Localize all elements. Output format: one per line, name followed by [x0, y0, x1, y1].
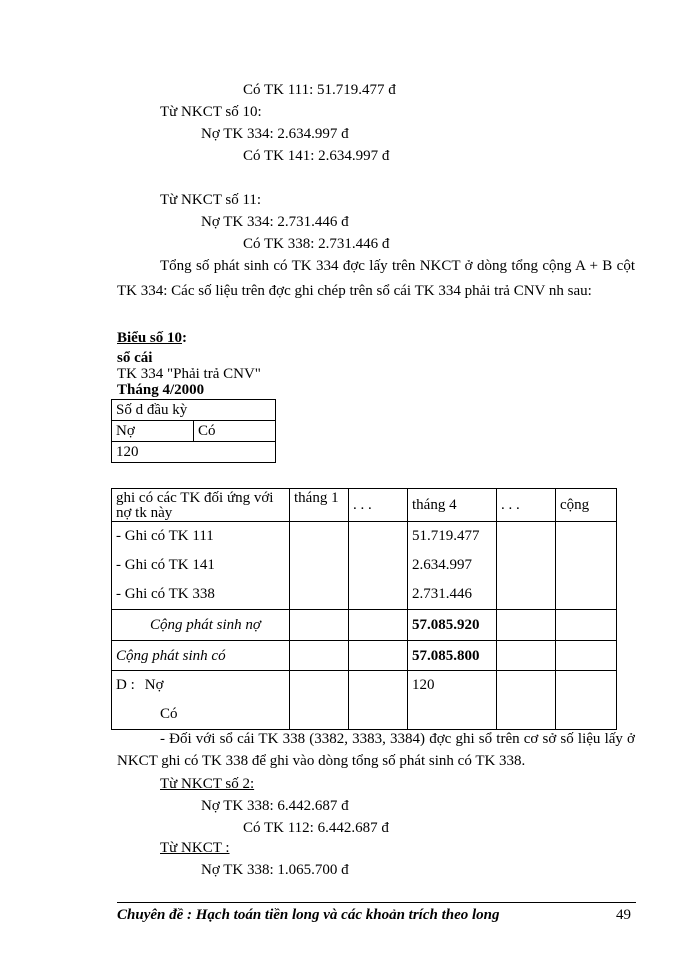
so-cai-heading: sổ cái — [117, 350, 153, 366]
ledger-cell-empty — [497, 641, 556, 671]
ledger-d-cell — [112, 671, 290, 730]
line-co-tk-338: Có TK 338: 2.731.446 đ — [243, 236, 390, 252]
cong-phat-sinh-co-label: Cộng phát sinh có — [112, 641, 290, 671]
balance-no: Nợ — [112, 421, 194, 442]
footer-divider — [117, 902, 636, 903]
cong-phat-sinh-co-value: 57.085.800 — [408, 641, 497, 671]
balance-co: Có — [194, 421, 276, 442]
ledger-item-value: 51.719.477 — [412, 528, 480, 544]
ledger-items-values — [408, 522, 497, 610]
footer-title: Chuyên đề : Hạch toán tiền long và các khoản trích theo long — [117, 907, 500, 923]
balance-value: 120 — [112, 442, 276, 463]
line-no-tk-334-a: Nợ TK 334: 2.634.997 đ — [201, 126, 349, 142]
balance-header: Số d đầu kỳ — [112, 400, 276, 421]
ledger-header-col5: . . . — [497, 489, 556, 522]
ledger-cell-empty — [290, 610, 349, 641]
ledger-item-value: 2.731.446 — [412, 586, 472, 602]
line-tu-nkct-10: Từ NKCT số 10: — [160, 104, 262, 120]
ledger-header-col2: tháng 1 — [290, 489, 349, 522]
line-co-tk-111: Có TK 111: 51.719.477 đ — [243, 82, 396, 98]
ledger-cell-empty — [290, 641, 349, 671]
ledger-cell-empty — [556, 610, 617, 641]
ledger-item-label: - Ghi có TK 338 — [116, 586, 215, 602]
line-no-tk-338-b: Nợ TK 338: 1.065.700 đ — [201, 862, 349, 878]
thang-heading: Tháng 4/2000 — [117, 382, 205, 398]
ledger-header-col6: cộng — [556, 489, 617, 522]
ledger-cell-empty — [349, 671, 408, 730]
ledger-item-label: - Ghi có TK 111 — [116, 528, 214, 544]
ledger-header-col3: . . . — [349, 489, 408, 522]
line-tu-nkct-11: Từ NKCT số 11: — [160, 192, 262, 208]
ledger-cell-empty — [497, 610, 556, 641]
ledger-item-label: - Ghi có TK 141 — [116, 557, 215, 573]
ledger-cell-empty — [290, 671, 349, 730]
ledger-cell-empty — [349, 610, 408, 641]
balance-table — [111, 399, 276, 463]
ledger-cell-empty — [556, 671, 617, 730]
ledger-cell-empty — [497, 522, 556, 610]
ledger-header-col4: tháng 4 — [408, 489, 497, 522]
ledger-cell-empty — [349, 641, 408, 671]
d-value: 120 — [408, 671, 497, 730]
d-no: Nợ — [144, 677, 164, 693]
d-label: D : — [116, 677, 135, 693]
bieu-so-label: Biểu số 10: — [117, 330, 188, 346]
ledger-items-labels — [112, 522, 290, 610]
paragraph-so-cai-338: - Đối với sổ cái TK 338 (3382, 3383, 3384) đợc ghi sổ trên cơ sở số liệu lấy ở NKCT ghi có TK 338 để ghi vào dòng tổng số phát sinh có TK 338. — [117, 731, 635, 769]
page-number: 49 — [616, 907, 631, 923]
ledger-cell-empty — [290, 522, 349, 610]
ledger-header-col1: ghi có các TK đối ứng với nợ tk này — [112, 489, 290, 522]
paragraph-tong-so: Tổng số phát sinh có TK 334 đợc lấy trên NKCT ở dòng tổng cộng A + B cột TK 334: Các số liệu trên đợc ghi chép trên sổ cái TK 334 phải trả CNV nh sau: — [117, 258, 635, 299]
line-tu-nkct-2: Từ NKCT số 2: — [160, 776, 255, 792]
cong-phat-sinh-no-label: Cộng phát sinh nợ — [112, 610, 290, 641]
line-co-tk-112: Có TK 112: 6.442.687 đ — [243, 820, 389, 836]
cong-phat-sinh-no-value: 57.085.920 — [408, 610, 497, 641]
tk-334-heading: TK 334 "Phải trả CNV" — [117, 366, 261, 382]
ledger-cell-empty — [556, 522, 617, 610]
ledger-table — [111, 488, 617, 730]
line-no-tk-334-b: Nợ TK 334: 2.731.446 đ — [201, 214, 349, 230]
line-no-tk-338-a: Nợ TK 338: 6.442.687 đ — [201, 798, 349, 814]
line-tu-nkct: Từ NKCT : — [160, 840, 230, 856]
ledger-cell-empty — [497, 671, 556, 730]
line-co-tk-141: Có TK 141: 2.634.997 đ — [243, 148, 390, 164]
d-co: Có — [160, 706, 178, 722]
ledger-cell-empty — [349, 522, 408, 610]
ledger-item-value: 2.634.997 — [412, 557, 472, 573]
ledger-cell-empty — [556, 641, 617, 671]
